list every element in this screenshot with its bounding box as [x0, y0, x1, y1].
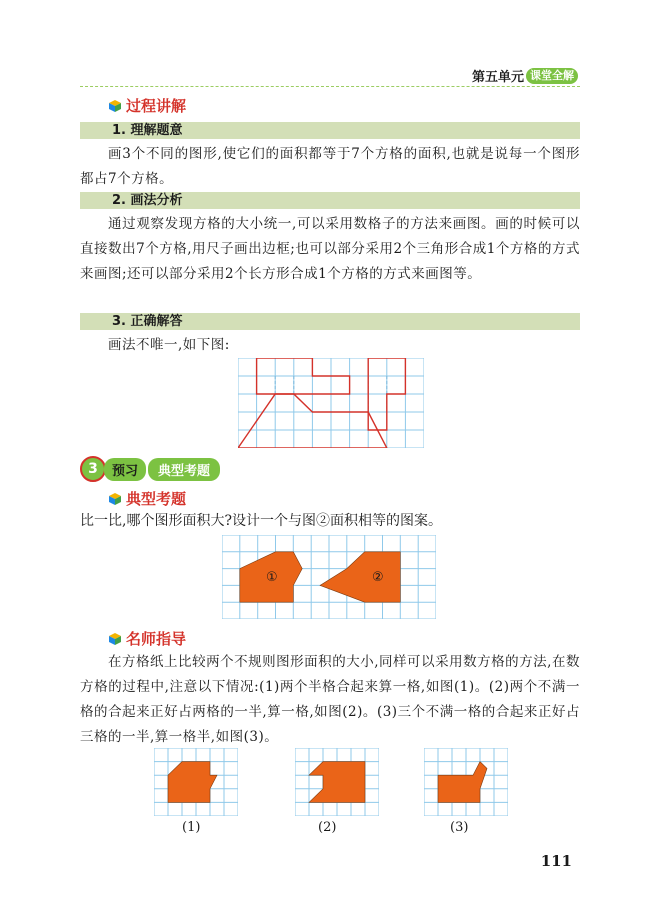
small-grid-2: [295, 748, 379, 816]
section-bar-2: [80, 192, 580, 209]
process-title-text: 过程讲解: [126, 97, 187, 115]
answer-grid: [238, 358, 424, 448]
caption-1: (1): [182, 820, 201, 835]
guide-title: [108, 628, 186, 649]
guide-text: 在方格纸上比较两个不规则图形面积的大小,同样可以采用数方格的方法,在数方格的过程中,注意以下情况:(1)两个半格合起来算一格,如图(1)。(2)两个不满一格的合起来正好占两格的一半,算一格,如图(2)。(3)三个不满一格的合起来正好占三格的一半,算一格半,如图(3)。: [80, 654, 580, 745]
s3-title: 3. 正确解答: [112, 314, 183, 329]
preview-badge: [80, 456, 220, 482]
unit-label: 第五单元: [471, 70, 524, 85]
shape-2-label: ②: [372, 570, 384, 585]
header-divider: [80, 86, 580, 87]
small-figure-2: [295, 748, 379, 816]
caption-3: (3): [450, 820, 469, 835]
small-shape-2: [309, 762, 365, 803]
preview-number: 3: [80, 456, 106, 482]
cube-icon: [108, 492, 122, 506]
preview-title: 典型考题: [148, 458, 220, 481]
s1-text: 画3个不同的图形,使它们的面积都等于7个方格的面积,也就是说每一个图形都占7个方格。: [80, 146, 580, 187]
s3-text: 画法不唯一,如下图:: [108, 337, 230, 353]
s1-title: 1. 理解题意: [112, 123, 183, 138]
page-number: 111: [540, 852, 572, 870]
small-grid-1: [154, 748, 238, 816]
unit-tag: [528, 68, 578, 84]
example-figure: [222, 535, 436, 619]
section-bar-1: [80, 122, 580, 139]
small-shape-3: [438, 762, 487, 803]
process-title: [108, 95, 186, 116]
shape-1-label: ①: [266, 570, 278, 585]
section-bar-3: [80, 313, 580, 330]
small-grid-3: [424, 748, 508, 816]
preview-label: 预习: [104, 458, 146, 481]
shape-2: [320, 552, 400, 602]
s2-title: 2. 画法分析: [112, 193, 183, 208]
example-question: 比一比,哪个图形面积大?设计一个与图②面积相等的图案。: [80, 513, 442, 529]
unit-tag-text: 课堂全解: [526, 68, 578, 84]
example-title-text: 典型考题: [126, 490, 187, 508]
guide-title-text: 名师指导: [126, 630, 187, 648]
small-figure-1: [154, 748, 238, 816]
s2-text: 通过观察发现方格的大小统一,可以采用数格子的方法来画图。画的时候可以直接数出7个方格,用尺子画出边框;也可以部分采用2个三角形合成1个方格的方式来画图;还可以部分采用2个长方形合成1个方格的方式来画图等。: [80, 216, 580, 282]
answer-figure: [238, 358, 424, 448]
example-title: [108, 488, 186, 509]
cube-icon: [108, 99, 122, 113]
cube-icon: [108, 632, 122, 646]
unit-header: [472, 66, 578, 85]
example-grid: [222, 535, 436, 619]
small-figure-3: [424, 748, 508, 816]
small-shape-1: [168, 762, 217, 803]
caption-2: (2): [318, 820, 337, 835]
